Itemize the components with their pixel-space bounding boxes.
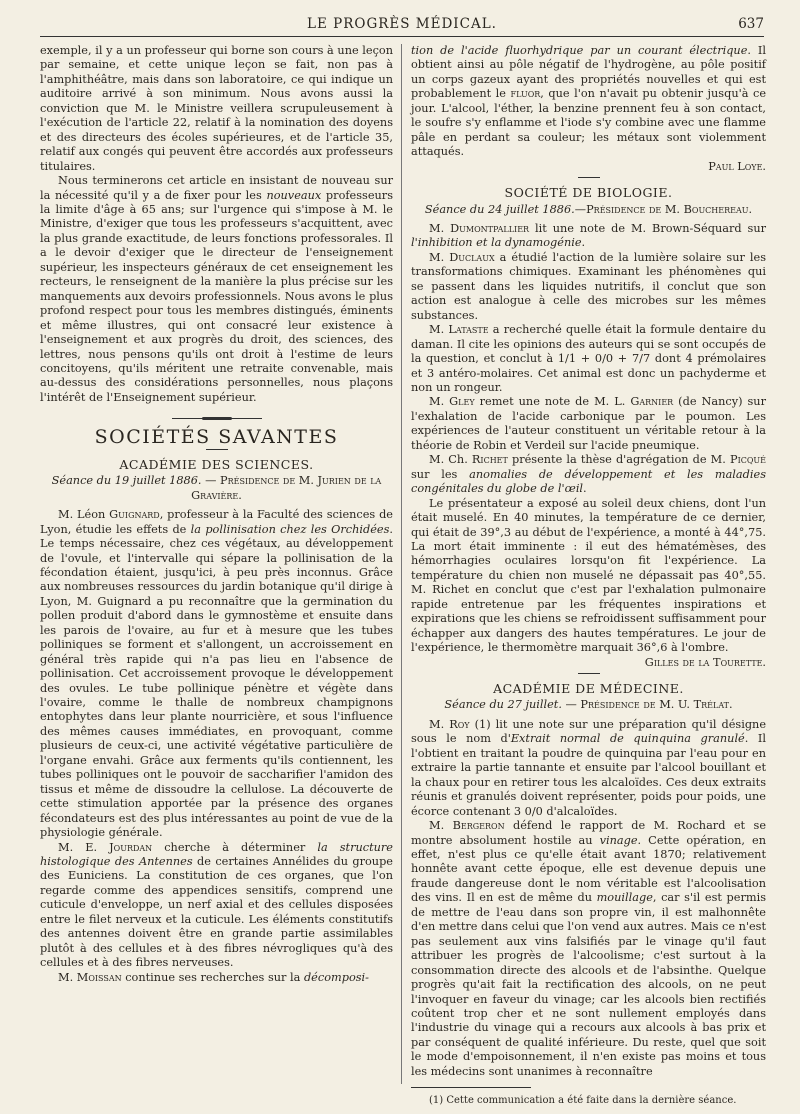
paragraph: M. Lataste a recherché quelle était la formule dentaire du daman. Il cite les opinions des auteurs qui se sont occupés de la question, et conclut à 1/1 + 0/0 + 7/7 dont 4 prémolaires et 3 antéro-molaires. Cet animal est donc un pachyderme et non un rongeur. [411,323,767,394]
paragraph: Nous terminerons cet article en insistant de nouveau sur la nécessité qu'il y a de fixer pour les nouveaux professeurs la limite d'âge à 65 ans; sur l'urgence qui s'impose à M. le Ministre, d'exiger que tous les professeurs s'acquittent, avec la plus grande exactitude, de leurs fonctions professorales. Il a le devoir d'exiger que le directeur de l'enseignement supérieur, les inspecteurs généraux de cet enseignement les recteurs, le renseignent de la manière la plus précise sur les manquements aux devoirs professionnels. Nous avons le plus profond respect pour tous les membres distingués, éminents et même illustres, qui ont consacré leur existence à l'enseignement et aux progrès du droit, des sciences, des lettres, nous pensons qu'ils ont droit à l'estime de leurs concitoyens, qu'ils méritent une retraite convenable, mais au-dessus des considérations personnelles, nous plaçons l'intérêt de l'Enseignement supérieur. [40,174,393,404]
right-column [411,44,766,1109]
paragraph: M. Dumontpallier lit une note de M. Brown-Séquard sur l'inhibition et la dynamogénie. [411,221,766,250]
footnote-rule [411,1087,531,1088]
page-header [40,14,764,37]
section-title: SOCIÉTÉS SAVANTES [94,426,339,449]
paragraph: exemple, il y a un professeur qui borne son cours à une leçon par semaine, et cette unique leçon se fait, non pas à l'amphithéâtre, mais dans son laboratoire, ce qui indique un auditoire arrivé à son minimum. Nous avons aussi la conviction que M. le Ministre veillera scrupuleusement à l'exécution de l'article 22, relatif à la nomination des doyens et des directeurs des écoles supérieures, et de l'article 35, relatif aux congés qui peuvent être accordés aux professeurs titulaires. [40,44,393,173]
society-heading: ACADÉMIE DES SCIENCES. [119,456,314,472]
paragraph: M. Duclaux a étudié l'action de la lumière solaire sur les transformations chimiques. Examinant les phénomènes qui se passent dans les liquides nutritifs, il conclut que son action est analogue à celle des microbes sur les mêmes substances. [411,250,767,322]
paragraph: tion de l'acide fluorhydrique par un courant électrique. Il obtient ainsi au pôle négatif de l'hydrogène, au pôle positif un corps gazeux ayant des propriétés nouvelles et qui est probablement le fluor, que l'on n'avait pu obtenir jusqu'à ce jour. L'alcool, l'éther, la benzine prennent feu à son contact, le soufre s'y enflamme et l'iode s'y combine avec une flamme pâle en perdant sa couleur; les métaux sont violemment attaqués. [411,44,767,159]
session-line: Séance du 24 juillet 1886.—Présidence de M. Bouchereau. [424,202,753,216]
section-rule [578,177,600,178]
session-line: Séance du 27 juillet. — Présidence de M. U. Trélat. [444,698,733,712]
dental-formula: 1/1 + 0/0 + 7/7 [557,352,651,366]
column-divider [401,44,402,1084]
paragraph: M. E. Jourdan cherche à déterminer la structure histologique des Antennes de certaines Annélides du groupe des Euniciens. La constitution de ces organes, que l'on regarde comme des appendices sensitifs, comprend une cuticule d'enveloppe, un nerf axial et des cellules disposées entre le filet nerveux et la cuticule. Les éléments constitutifs des antennes doivent être en grande partie assimilables plutôt à des cellules et à des fibres névrogliques qu'à des cellules et à des fibres nerveuses. [40,840,393,970]
paragraph: M. Moissan continue ses recherches sur la décomposi- [58,970,369,984]
author-signature: Paul Loye. [708,159,766,173]
running-title: LE PROGRÈS MÉDICAL. [307,16,497,32]
session-line: Séance du 19 juillet 1886. — Présidence de M. Jurien de la Gravière. [51,474,382,502]
society-heading: SOCIÉTÉ DE BIOLOGIE. [504,185,673,201]
author-signature: Gilles de la Tourette. [644,655,766,669]
paragraph: Le présentateur a exposé au soleil deux chiens, dont l'un était muselé. En 40 minutes, la température de ce dernier, qui était de 39°,3 au début de l'expérience, a monté à 44°,75. La mort était imminente : il eut des hématémèses, des hémorrhagies oculaires lorsqu'on fit l'expérience. La température du chien non muselé ne dépassait pas 40°,55. M. Richet en conclut que c'est par l'exhalation pulmonaire rapide entretenue par les fréquentes inspirations et expirations que les chiens se refroidissent suffisamment pour échapper aux dangers des hautes températures. Le jour de l'expérience, le thermomètre marquait 36°,6 à l'ombre. [411,496,766,655]
page-number: 637 [738,16,764,32]
left-column [40,44,393,985]
paragraph: M. Ch. Richet présente la thèse d'agrégation de M. Picqué sur les anomalies de développement et les maladies congénitales du globe de l'œil. [411,453,766,496]
society-heading: ACADÉMIE DE MÉDECINE. [493,681,684,697]
paragraph: M. Léon Guignard, professeur à la Faculté des sciences de Lyon, étudie les effets de la pollinisation chez les Orchidées. Le temps nécessaire, chez ces végétaux, au développement de l'ovule, et l'intervalle qui sépare la pollinisation de la fécondation étaient, jusqu'ici, à peu près inconnus. Grâce aux nombreuses ressources du jardin botanique qu'il dirige à Lyon, M. Guignard a pu reconnaître que la germination du pollen produit d'abord dans le gymnostème et ensuite dans les parois de l'ovaire, au fur et à mesure que les tubes polliniques se forment et s'allongent, un accroissement en général très rapide qui n'a pas lieu en l'absence de pollinisation. Cet accroissement provoque le développement des ovules. Le tube pollinique pénètre et végète dans l'ovaire, comme le thalle de nombreux champignons entophytes dans leur plante nourricière, et sous l'influence des mêmes causes immédiates, en provoquant, comme plusieurs de ceux-ci, une activité végétative particulière de l'organe envahi. Grâce aux ferments qu'ils contiennent, les tubes polliniques ont le pouvoir de saccharifier l'amidon des tissus et même de dissoudre la cellulose. La découverte de cette stimulation apportée par la présence des organes fécondateurs est des plus intéressantes au point de vue de la physiologie générale. [40,508,393,840]
footnote: (1) Cette communication a été faite dans la dernière séance. [429,1095,737,1107]
paragraph: M. Gley remet une note de M. L. Garnier (de Nancy) sur l'exhalation de l'acide carbonique par le poumon. Les expériences de l'auteur constituent un véritable retour à la théorie de Robin et Verdeil sur l'acide pneumique. [411,395,766,452]
paragraph: M. Roy (1) lit une note sur une préparation qu'il désigne sous le nom d'Extrait normal de quinquina granulé. Il l'obtient en traitant la poudre de quinquina par l'eau pour en extraire la partie tannante et ensuite par l'alcool bouillant et la chaux pour en retirer tous les alcaloïdes. Ces deux extraits réunis et granulés doivent représenter, poids pour poids, une écorce contenant 3 0/0 d'alcaloïdes. [411,717,767,818]
paragraph: M. Bergeron défend le rapport de M. Rochard et se montre absolument hostile au vinage. Cette opération, en effet, n'est plus ce qu'elle était avant 1870; relativement honnête avant cette époque, elle est devenue depuis une fraude dangereuse dont le nom véritable est l'alcoolisation des vins. Il en est de même du mouillage, car s'il est permis de mettre de l'eau dans son propre vin, il est malhonnête d'en mettre dans celui que l'on vend aux autres. Mais ce n'est pas seulement aux vins falsifiés par le vinage qu'il faut attribuer les progrès de l'alcoolisme; c'est surtout à la consommation directe des alcools et de l'absinthe. Quelque progrès qu'ait fait la rectification des alcools, on ne peut l'invoquer en faveur du vinage; car les alcools bien rectifiés coûtent trop cher et ne sont nullement employés dans l'industrie du vinage qui a recours aux alcools à bas prix et par conséquent de qualité inférieure. Du reste, quel que soit le mode d'empoisonnement, il n'en existe pas moins et tous les médecins sont unanimes à reconnaître [411,819,767,1078]
ornamental-rule [172,417,262,420]
title-rule [206,449,228,450]
section-rule [578,673,600,674]
